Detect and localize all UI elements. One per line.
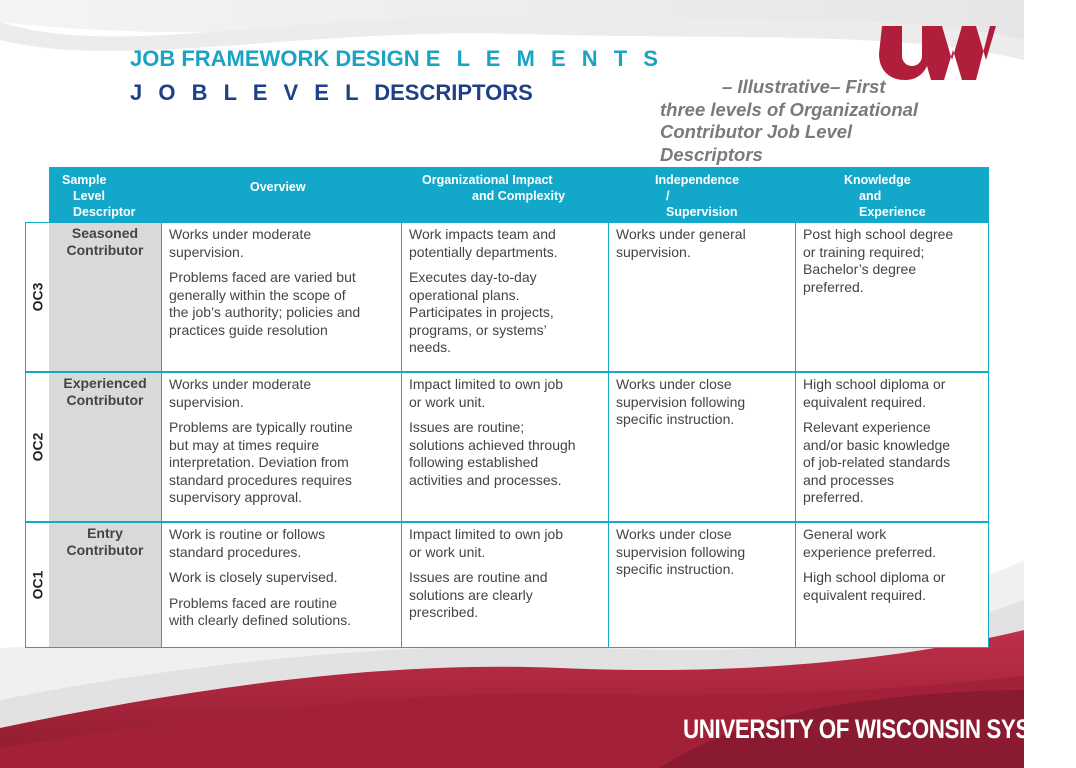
cell-paragraph: General work experience preferred.	[803, 526, 937, 560]
cell-paragraph: Works under moderate supervision.	[169, 376, 312, 410]
cell-independence	[609, 222, 796, 372]
footer-university-name: UNIVERSITY OF WISCONSIN SYSTEM	[683, 714, 1076, 744]
note-line: Contributor Job Level	[660, 121, 853, 143]
cell-paragraph: Work is closely supervised.	[169, 569, 338, 585]
illustrative-note	[660, 76, 990, 166]
table-corner	[25, 167, 49, 222]
cell-paragraph: Impact limited to own job or work unit.	[409, 526, 564, 560]
cell-overview	[161, 522, 402, 648]
cell-knowledge	[796, 372, 989, 522]
cell-overview	[161, 222, 402, 372]
cell-paragraph: Issues are routine; solutions achieved through following established activities and processes.	[409, 419, 576, 488]
level-name: Experienced Contributor	[49, 372, 161, 522]
header-text: Experience	[859, 205, 926, 219]
row-code-oc3	[25, 222, 49, 372]
header-text: Sample	[62, 173, 107, 187]
cell-knowledge	[796, 522, 989, 648]
cell-paragraph: Works under close supervision following specific instruction.	[616, 526, 746, 577]
header-text: Overview	[250, 180, 306, 194]
cell-paragraph: Problems faced are routine with clearly defined solutions.	[169, 594, 352, 628]
row-code-oc1	[25, 522, 49, 648]
row-code-label: OC1	[29, 570, 46, 600]
cell-paragraph: Post high school degree or training required; Bachelor’s degree preferred.	[803, 226, 954, 295]
cell-impact	[402, 522, 609, 648]
row-code-label: OC2	[29, 432, 46, 462]
cell-paragraph: Issues are routine and solutions are clearly prescribed.	[409, 569, 548, 620]
title-part-spaced: E L E M E N T S	[425, 46, 663, 71]
cell-knowledge	[796, 222, 989, 372]
title-line-1	[130, 46, 663, 72]
note-line: Descriptors	[660, 143, 763, 165]
uw-logo	[878, 22, 990, 84]
cell-paragraph: Works under close supervision following specific instruction.	[616, 376, 746, 427]
header-text: Descriptor	[73, 205, 136, 219]
note-line: – Illustrative– First	[722, 76, 886, 97]
cell-independence	[609, 522, 796, 648]
header-text: Supervision	[666, 205, 738, 219]
header-text: Level	[73, 189, 105, 203]
cell-paragraph: Work is routine or follows standard procedures.	[169, 526, 326, 560]
cell-paragraph: High school diploma or equivalent required.	[803, 569, 946, 603]
cell-paragraph: High school diploma or equivalent required.	[803, 376, 946, 410]
cell-impact	[402, 372, 609, 522]
cell-paragraph: Impact limited to own job or work unit.	[409, 376, 564, 410]
cell-paragraph: Relevant experience and/or basic knowledge of job-related standards and processes preferred.	[803, 419, 951, 505]
header-text: /	[666, 189, 670, 203]
header-text: Independence	[655, 173, 740, 187]
cell-paragraph: Problems are typically routine but may at times require interpretation. Deviation from standard procedures requires supervisory approval.	[169, 419, 353, 505]
header-independence	[609, 167, 796, 222]
cell-paragraph: Problems faced are varied but generally within the scope of the job’s authority; policies and practices guide resolution	[169, 269, 361, 338]
title-part: DESCRIPTORS	[374, 80, 533, 105]
cell-independence	[609, 372, 796, 522]
note-line: three levels of Organizational	[660, 98, 919, 120]
cell-overview	[161, 372, 402, 522]
header-overview	[161, 167, 402, 222]
title-part-spaced: J O B L E V E L	[130, 80, 375, 105]
header-text: Knowledge	[844, 173, 911, 187]
cell-paragraph: Executes day-to-day operational plans. Participates in projects, programs, or systems’ needs.	[409, 269, 554, 355]
row-code-label: OC3	[29, 282, 46, 312]
level-name: Entry Contributor	[49, 522, 161, 648]
header-text: and Complexity	[472, 189, 566, 203]
header-org-impact	[402, 167, 609, 222]
cell-paragraph: Works under general supervision.	[616, 226, 746, 260]
descriptor-table	[25, 167, 989, 648]
header-sample-level	[49, 167, 161, 222]
header-text: Organizational Impact	[422, 173, 553, 187]
row-code-oc2	[25, 372, 49, 522]
cell-paragraph: Work impacts team and potentially departments.	[409, 226, 558, 260]
cell-paragraph: Works under moderate supervision.	[169, 226, 312, 260]
level-name: Seasoned Contributor	[49, 222, 161, 372]
title-line-2	[130, 80, 533, 106]
title-part: JOB FRAMEWORK DESIGN	[130, 46, 426, 71]
header-text: and	[859, 189, 882, 203]
cell-impact	[402, 222, 609, 372]
header-knowledge	[796, 167, 989, 222]
